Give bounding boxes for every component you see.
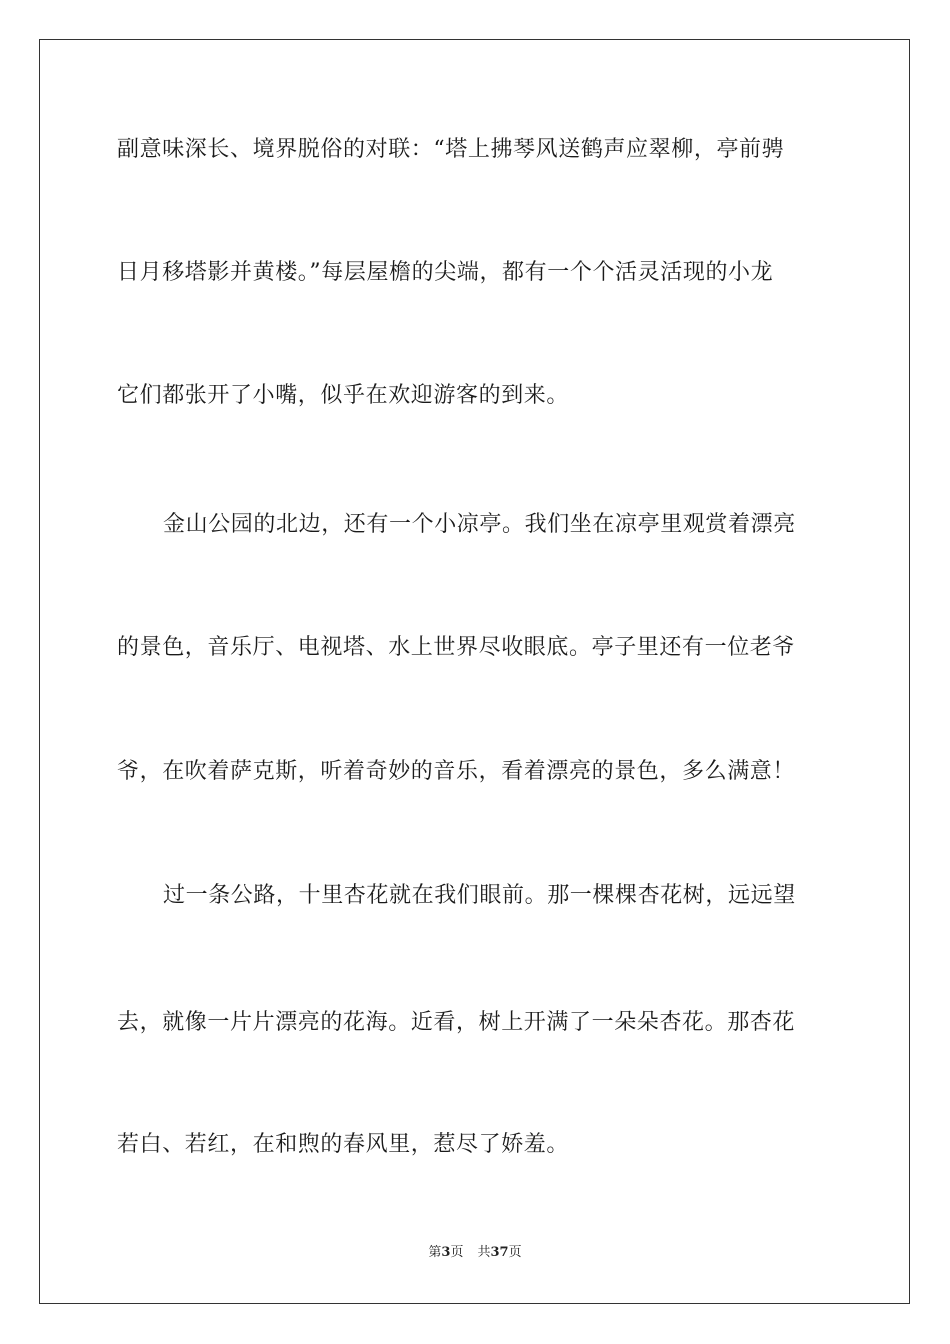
paragraph-3-line-3: 若白、若红，在和煦的春风里，惹尽了娇羞。 (117, 1132, 570, 1157)
paragraph-3-line-2: 去，就像一片片漂亮的花海。近看，树上开满了一朵朵杏花。那杏花 (117, 1010, 796, 1035)
text-line-2: 日月移塔影并黄楼。”每层屋檐的尖端，都有一个个活灵活现的小龙 (117, 260, 774, 285)
text-line-3: 它们都张开了小嘴，似乎在欢迎游客的到来。 (117, 383, 570, 408)
text-line-1: 副意味深长、境界脱俗的对联：“塔上拂琴风送鹤声应翠柳，亭前骋 (117, 137, 785, 162)
page-border (39, 39, 910, 1304)
total-pages: 37 (490, 1245, 509, 1260)
page-suffix: 页 (450, 1245, 464, 1260)
page-number: 3 (441, 1245, 451, 1260)
paragraph-2-line-1: 金山公园的北边，还有一个小凉亭。我们坐在凉亭里观赏着漂亮 (163, 512, 796, 537)
paragraph-3-line-1: 过一条公路，十里杏花就在我们眼前。那一棵棵杏花树，远远望 (163, 883, 796, 908)
paragraph-2-line-3: 爷，在吹着萨克斯，听着奇妙的音乐，看着漂亮的景色，多么满意！ (117, 759, 796, 784)
paragraph-2-line-2: 的景色，音乐厅、电视塔、水上世界尽收眼底。亭子里还有一位老爷 (117, 635, 796, 660)
page-footer (0, 1244, 950, 1262)
total-prefix: 共 (477, 1245, 491, 1260)
page-prefix: 第 (428, 1245, 442, 1260)
total-suffix: 页 (508, 1245, 522, 1260)
